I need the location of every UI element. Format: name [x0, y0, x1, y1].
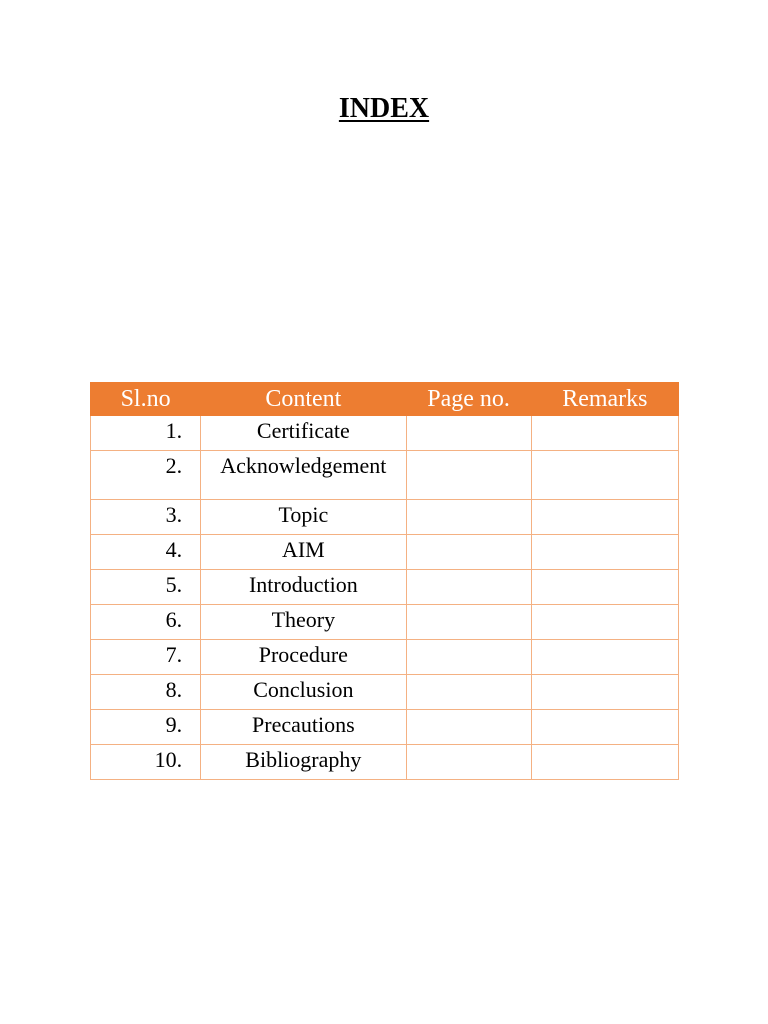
row-page-no [406, 500, 531, 535]
row-content: Conclusion [201, 675, 406, 710]
row-page-no [406, 570, 531, 605]
row-sl-no: 4. [91, 535, 201, 570]
row-page-no [406, 416, 531, 451]
row-content: Introduction [201, 570, 406, 605]
table-row [91, 605, 679, 640]
table-row [91, 745, 679, 780]
row-sl-no: 8. [91, 675, 201, 710]
row-remarks [531, 416, 678, 451]
row-content: Acknowledgement [201, 451, 406, 500]
index-table [90, 382, 679, 780]
row-content: Certificate [201, 416, 406, 451]
row-page-no [406, 605, 531, 640]
page-title: INDEX [338, 93, 430, 124]
row-page-no [406, 675, 531, 710]
row-page-no [406, 710, 531, 745]
row-content: Topic [201, 500, 406, 535]
table-header-row [91, 383, 679, 416]
row-remarks [531, 605, 678, 640]
row-remarks [531, 710, 678, 745]
row-remarks [531, 451, 678, 500]
table-row [91, 640, 679, 675]
row-remarks [531, 675, 678, 710]
row-content: AIM [201, 535, 406, 570]
row-sl-no: 5. [91, 570, 201, 605]
row-page-no [406, 451, 531, 500]
row-sl-no: 3. [91, 500, 201, 535]
row-content: Procedure [201, 640, 406, 675]
row-sl-no: 9. [91, 710, 201, 745]
table-row [91, 570, 679, 605]
row-content: Precautions [201, 710, 406, 745]
table-row [91, 535, 679, 570]
row-page-no [406, 640, 531, 675]
table-row [91, 500, 679, 535]
table-row [91, 710, 679, 745]
row-content: Theory [201, 605, 406, 640]
table-row [91, 675, 679, 710]
header-sl-no: Sl.no [91, 383, 201, 416]
row-sl-no: 6. [91, 605, 201, 640]
row-content: Bibliography [201, 745, 406, 780]
header-content: Content [201, 383, 406, 416]
table-row [91, 451, 679, 500]
header-remarks: Remarks [531, 383, 678, 416]
table-row [91, 416, 679, 451]
row-sl-no: 2. [91, 451, 201, 500]
header-page-no: Page no. [406, 383, 531, 416]
row-page-no [406, 535, 531, 570]
row-sl-no: 1. [91, 416, 201, 451]
row-remarks [531, 500, 678, 535]
row-sl-no: 10. [91, 745, 201, 780]
row-remarks [531, 535, 678, 570]
row-remarks [531, 570, 678, 605]
row-sl-no: 7. [91, 640, 201, 675]
row-remarks [531, 640, 678, 675]
row-page-no [406, 745, 531, 780]
row-remarks [531, 745, 678, 780]
